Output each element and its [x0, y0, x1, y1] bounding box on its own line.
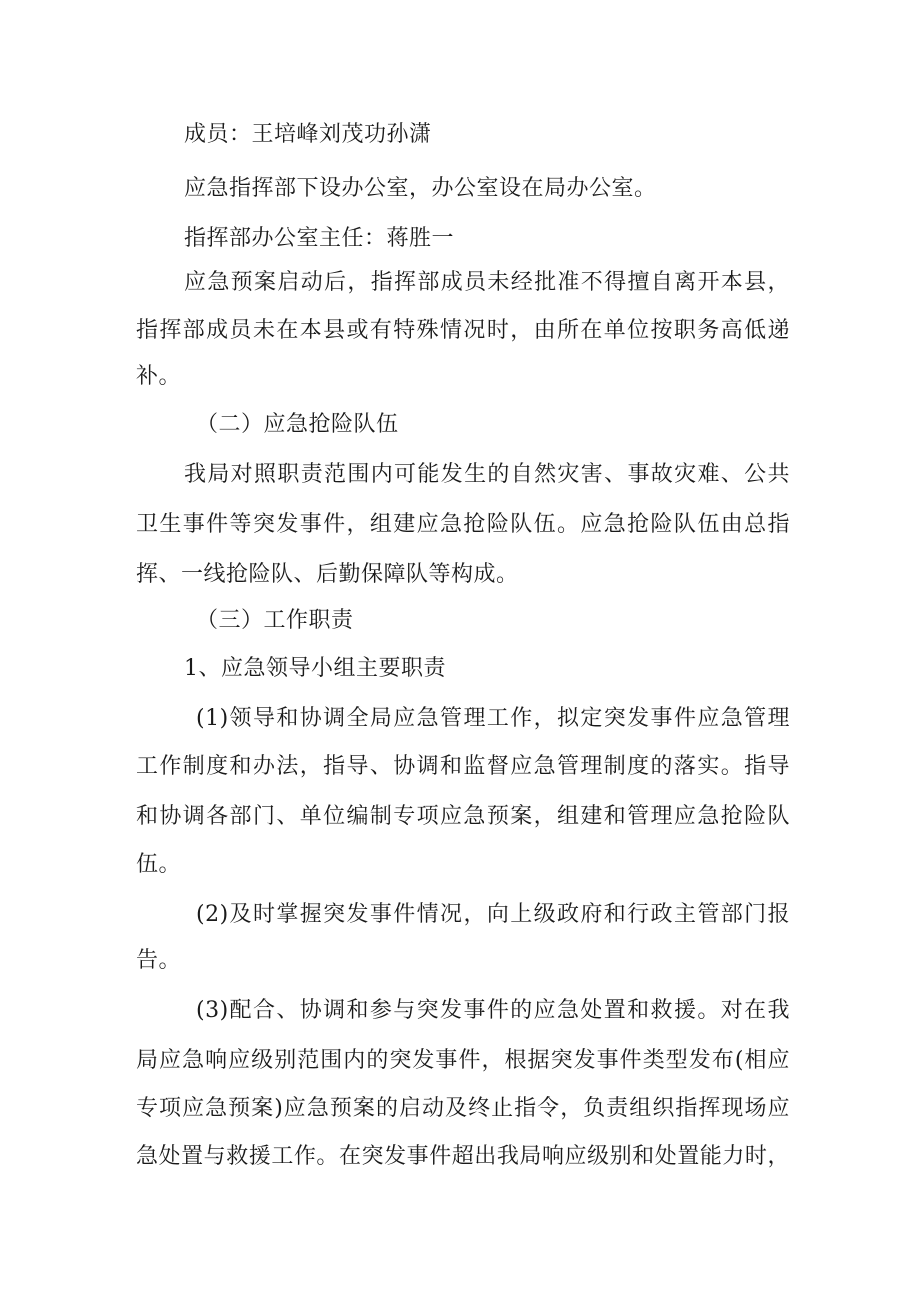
paragraph-line: 工作制度和办法，指导、协调和监督应急管理制度的落实。指导	[136, 754, 790, 779]
paragraph-line: 应急预案启动后，指挥部成员未经批准不得擅自离开本县，	[184, 270, 790, 295]
paragraph-line: 挥、一线抢险队、后勤保障队等构成。	[136, 562, 519, 587]
paragraph-line: 我局对照职责范围内可能发生的自然灾害、事故灾难、公共	[184, 462, 790, 487]
section-heading-duties: （三）工作职责	[196, 608, 354, 633]
paragraph-line: 补。	[136, 364, 182, 389]
office-setup-line: 应急指挥部下设办公室，办公室设在局办公室。	[184, 176, 657, 201]
paragraph-line: 和协调各部门、单位编制专项应急预案，组建和管理应急抢险队	[136, 804, 790, 829]
paragraph-line: (3)配合、协调和参与突发事件的应急处置和救援。对在我	[196, 998, 790, 1023]
paragraph-line: 急处置与救援工作。在突发事件超出我局响应级别和处置能力时，	[136, 1144, 790, 1169]
subsection-heading: 1、应急领导小组主要职责	[184, 656, 446, 681]
paragraph-line: 伍。	[136, 852, 182, 877]
paragraph-line: 指挥部成员未在本县或有特殊情况时，由所在单位按职务高低递	[136, 318, 790, 343]
members-line: 成员：王培峰刘茂功孙潇	[184, 122, 432, 147]
section-heading-emergency-team: （二）应急抢险队伍	[196, 412, 399, 437]
paragraph-line: 告。	[136, 948, 182, 973]
paragraph-line: (2)及时掌握突发事件情况，向上级政府和行政主管部门报	[196, 902, 790, 927]
paragraph-line: 局应急响应级别范围内的突发事件，根据突发事件类型发布(相应	[136, 1048, 790, 1073]
paragraph-line: 卫生事件等突发事件，组建应急抢险队伍。应急抢险队伍由总指	[136, 512, 790, 537]
paragraph-line: 专项应急预案)应急预案的启动及终止指令，负责组织指挥现场应	[136, 1096, 790, 1121]
paragraph-line: (1)领导和协调全局应急管理工作，拟定突发事件应急管理	[196, 706, 790, 731]
office-director-line: 指挥部办公室主任：蒋胜一	[184, 226, 455, 251]
